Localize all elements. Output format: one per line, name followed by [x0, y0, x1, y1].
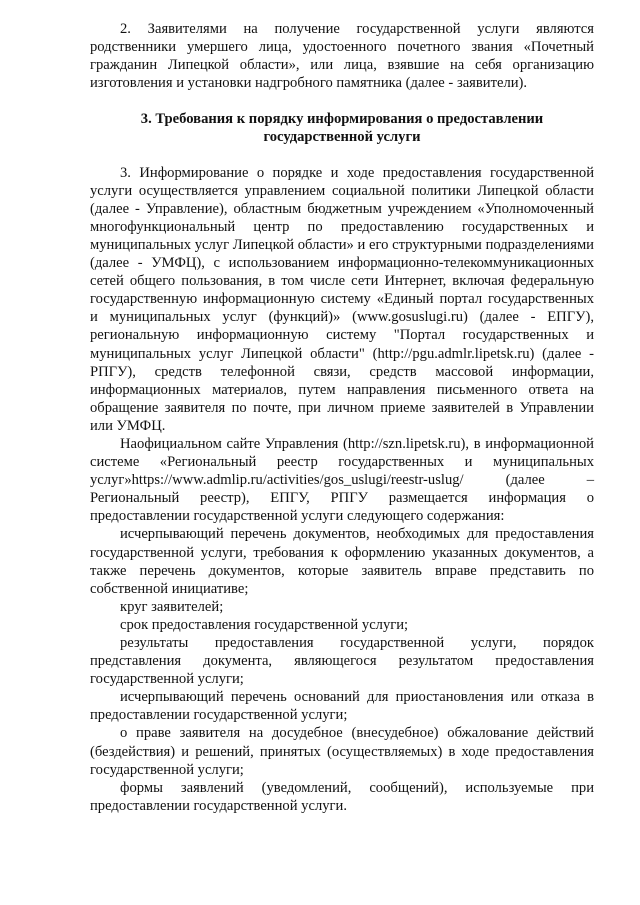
paragraph-informing: 3. Информирование о порядке и ходе предоставления государственной услуги осуществляется управлением социальной политики Липецкой области (далее - Управление), областным бюджетным учреждением «Уполномоченный многофункциональный центр по предоставлению государственных и муниципальных услуг Липецкой области» и его структурными подразделениями (далее - УМФЦ), с использованием информационно-телекоммуникационных сетей общего пользования, в том числе сети Интернет, включая федеральную государственную информационную систему «Единый портал государственных и муниципальных услуг (функций)» (www.gosuslugi.ru) (далее - ЕПГУ), региональную информационную систему "Портал государственных и муниципальных услуг Липецкой области" (http://pgu.admlr.lipetsk.ru) (далее - РПГУ), средств телефонной связи, средств массовой информации, информационных материалов, путем направления письменного ответа на обращение заявителя по почте, при личном приеме заявителей в Управлении или УМФЦ. [90, 164, 594, 434]
paragraph-official-site: Наофициальном сайте Управления (http://szn.lipetsk.ru), в информационной системе «Региональный реестр государственных и муниципальных услуг»https://www.admlip.ru/activities/gos_uslugi/reestr-uslug/ (далее – Региональный реестр), ЕПГУ, РПГУ размещается информация о предоставлении государственной услуги следующего содержания: [90, 435, 594, 525]
list-item-appeal-right: о праве заявителя на досудебное (внесудебное) обжалование действий (бездействия) и решений, принятых (осуществляемых) в ходе предоставления государственной услуги; [90, 725, 594, 778]
list-item-term: срок предоставления государственной услуги; [120, 616, 409, 633]
list-item-grounds-refusal: исчерпывающий перечень оснований для приостановления или отказа в предоставлении государственной услуги; [90, 689, 594, 724]
list-item-application-forms: формы заявлений (уведомлений, сообщений), используемые при предоставлении государственной услуги. [90, 779, 594, 814]
section-heading: 3. Требования к порядку информирования о предоставлении государственной услуги [140, 111, 544, 146]
list-item-applicants-circle: круг заявителей; [120, 598, 224, 615]
paragraph-applicants: 2. Заявителями на получение государственной услуги являются родственники умершего лица, удостоенного почетного звания «Почетный гражданин Липецкой области», или лица, взявшие на себя организацию изготовления и установки надгробного памятника (далее - заявители). [90, 21, 594, 92]
list-item-documents: исчерпывающий перечень документов, необходимых для предоставления государственной услуги, требования к оформлению указанных документов, а также перечень документов, которые заявитель вправе представить по собственной инициативе; [90, 526, 594, 597]
list-item-results: результаты предоставления государственной услуги, порядок представления документа, являющегося результатом предоставления государственной услуги; [90, 635, 594, 688]
